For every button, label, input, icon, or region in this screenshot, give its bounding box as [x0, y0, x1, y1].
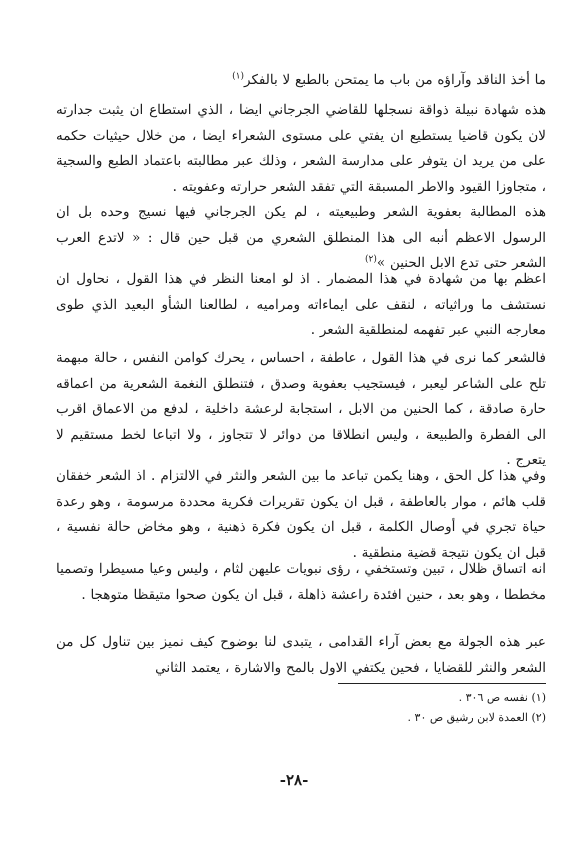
paragraph-1-text: ما أخذ الناقد وآراؤه من باب ما يمتحن بالطبع لا بالفكر [244, 72, 546, 88]
paragraph-8-text: عبر هذه الجولة مع بعض آراء القدامى ، يتبدى لنا بوضوح كيف نميز بين تناول كل من الشعر والنثر للقضايا ، فحين يكتفي الاول بالمح والاشارة ، يعتمد الثاني [56, 634, 546, 676]
paragraph-1 [56, 68, 546, 94]
paragraph-4-text: اعظم بها من شهادة في هذا المضمار . اذ لو امعنا النظر في هذا القول ، نحاول ان نستشف ما وراثياته ، لنقف على ايماءاته ومراميه ، لطالعنا الشأو البعيد الذي طوى معارجه النبي عبر تفهمه لمنطلقية الشعر . [56, 271, 546, 338]
paragraph-7-text: انه اتساق ظلال ، تبين وتستخفي ، رؤى نبويات عليهن لثام ، وليس وعيا مسيطرا وتصميا مخططا ، وهو بعد ، حنين افئدة راعشة ذاهلة ، قبل ان يكون صحوا متيقظا متوهجا . [56, 561, 546, 603]
paragraph-7 [56, 557, 546, 608]
footnotes [200, 688, 546, 728]
footnote-2: (٢) العمدة لابن رشيق ص ٣٠ . [407, 711, 546, 724]
paragraph-3-text: هذه المطالبة بعفوية الشعر وطبيعيته ، لم يكن الجرجاني فيها نسيج وحده بل ان الرسول الاعظم أنبه الى هذا المنطلق الشعري من قبل حين قال : « لاتدع العرب الشعر حتى تدع الابل الحنين » [56, 204, 546, 271]
paragraph-6 [56, 464, 546, 566]
paragraph-2 [56, 98, 546, 200]
paragraph-6-text: وفي هذا كل الحق ، وهنا يكمن تباعد ما بين الشعر والنثر في الالتزام . اذ الشعر خفقان قلب هائم ، موار بالعاطفة ، قبل ان يكون تقريرات فكرية محددة مرسومة ، وهو رعدة حياة تجري في أوصال الكلمة ، قبل ان يكون فكرة ذهنية ، وهو مخاض حالة نفسية ، قبل ان يكون نتيجة قضية منطقية . [56, 468, 546, 561]
paragraph-8 [56, 630, 546, 681]
page-number: -٢٨- [279, 771, 309, 789]
footnote-ref-2: (٢) [365, 254, 377, 265]
paragraph-5 [56, 346, 546, 474]
footnote-ref-1: (١) [232, 71, 245, 82]
footnote-divider [338, 683, 546, 684]
footnote-1: (١) نفسه ص ٣٠٦ . [458, 691, 546, 704]
paragraph-2-text: هذه شهادة نبيلة ذواقة نسجلها للقاضي الجرجاني ايضا ، الذي استطاع ان يثبت جدارته لان يكون قاضيا يستطيع ان يفتي على مستوى الشعراء ايضا ، من خلال حيثيات حكمه على من يريد ان يتوفر على مدارسة الشعر ، وذلك عبر مطالبته باعتماد الطبع والسجية ، متجاوزا القيود والاطر المسبقة التي تفقد الشعر حرارته وعفويته . [56, 102, 546, 195]
paragraph-5-text: فالشعر كما نرى في هذا القول ، عاطفة ، احساس ، يحرك كوامن النفس ، حالة مبهمة تلح على الشاعر ليعبر ، فيستجيب بعفوية وصدق ، فتنطلق النغمة الشعرية من اعماقه حارة صادقة ، كما الحنين من الابل ، استجابة لرعشة داخلية ، لدفع من الاعماق اقرب الى الفطرة والطبيعة ، وليس انطلاقا من دوائر لا تتجاوز ، ولا اتباعا لخط مستقيم لا يتعرج . [56, 350, 546, 468]
paragraph-4 [56, 267, 546, 344]
paragraph-3 [56, 200, 546, 277]
